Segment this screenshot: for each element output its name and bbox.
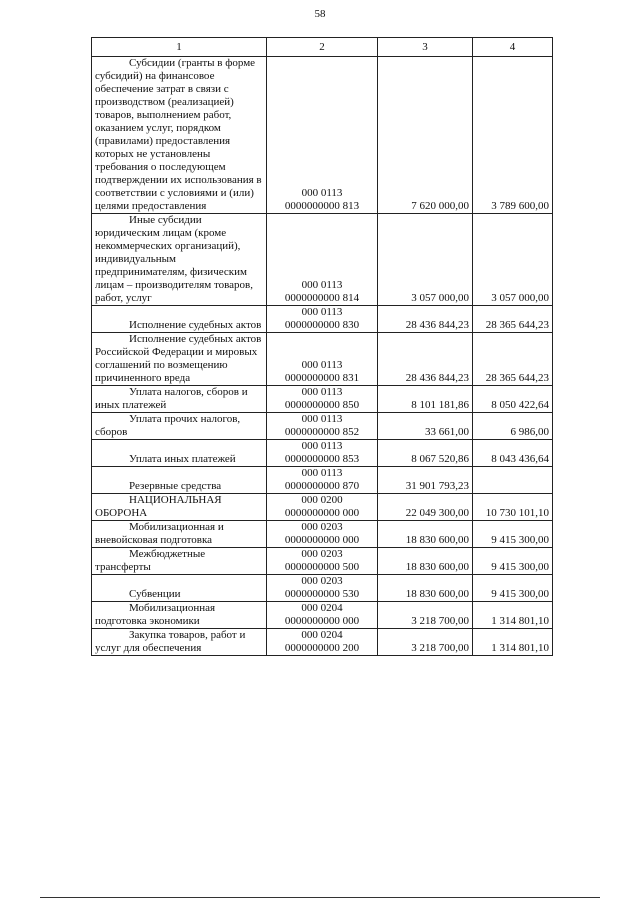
- row-code-cell: [267, 494, 378, 521]
- row-sum-plan: 8 101 181,86: [378, 386, 473, 413]
- row-code-item: 0000000000 000: [284, 615, 360, 627]
- table-row: [92, 521, 553, 548]
- row-name: НАЦИОНАЛЬНАЯ ОБОРОНА: [95, 494, 222, 519]
- row-name-cell: [92, 306, 267, 333]
- row-name-cell: [92, 467, 267, 494]
- table-row: [92, 602, 553, 629]
- row-sum-plan: 3 218 700,00: [378, 602, 473, 629]
- table-row: [92, 548, 553, 575]
- row-code-item: 0000000000 200: [284, 642, 360, 654]
- row-name: Уплата иных платежей: [129, 453, 236, 465]
- row-code-cell: [267, 306, 378, 333]
- row-name-cell: [92, 413, 267, 440]
- row-sum-fact: 3 057 000,00: [473, 214, 553, 306]
- row-code-section: 000 0113: [301, 359, 343, 371]
- row-code-item: 0000000000 870: [284, 480, 360, 492]
- column-header-4: 4: [473, 38, 553, 57]
- row-sum-fact: 28 365 644,23: [473, 333, 553, 386]
- row-sum-plan: 18 830 600,00: [378, 575, 473, 602]
- row-name-cell: [92, 575, 267, 602]
- page-bottom-rule: [40, 897, 600, 898]
- row-sum-plan: 7 620 000,00: [378, 57, 473, 214]
- row-sum-plan: 22 049 300,00: [378, 494, 473, 521]
- row-code-cell: [267, 440, 378, 467]
- row-sum-fact: 1 314 801,10: [473, 629, 553, 656]
- row-code-cell: [267, 521, 378, 548]
- row-sum-fact: 9 415 300,00: [473, 548, 553, 575]
- row-sum-plan: 8 067 520,86: [378, 440, 473, 467]
- row-name-cell: [92, 440, 267, 467]
- column-header-3: 3: [378, 38, 473, 57]
- row-code-item: 0000000000 853: [284, 453, 360, 465]
- row-sum-fact: 9 415 300,00: [473, 575, 553, 602]
- row-name-cell: [92, 386, 267, 413]
- table-row: [92, 440, 553, 467]
- row-code-section: 000 0200: [301, 494, 343, 506]
- row-sum-plan: 33 661,00: [378, 413, 473, 440]
- row-code-cell: [267, 575, 378, 602]
- table-row: [92, 413, 553, 440]
- table-row: [92, 494, 553, 521]
- table-row: [92, 333, 553, 386]
- row-name-cell: [92, 57, 267, 214]
- row-code-cell: [267, 413, 378, 440]
- row-name-cell: [92, 548, 267, 575]
- row-name: Уплата прочих налогов, сборов: [95, 413, 241, 438]
- column-header-1: 1: [92, 38, 267, 57]
- row-sum-fact: 1 314 801,10: [473, 602, 553, 629]
- row-code-item: 0000000000 000: [284, 534, 360, 546]
- column-header-2: 2: [267, 38, 378, 57]
- row-code-item: 0000000000 813: [284, 200, 360, 212]
- budget-table: [91, 37, 553, 656]
- table-row: [92, 57, 553, 214]
- row-name: Субсидии (гранты в форме субсидий) на финансовое обеспечение затрат в связи с производством (реализацией) товаров, выполнением работ, оказанием услуг, порядком (правилами) предоставления которых не установлены требования о последующем подтверждении их использования в соответствии с условиями и (или) целями предоставления: [95, 57, 262, 212]
- row-code-section: 000 0113: [301, 413, 343, 425]
- row-code-section: 000 0113: [301, 279, 343, 291]
- row-name-cell: [92, 494, 267, 521]
- row-code-section: 000 0204: [301, 629, 343, 641]
- row-name: Мобилизационная и вневойсковая подготовка: [95, 521, 224, 546]
- row-code-section: 000 0113: [301, 440, 343, 452]
- row-code-cell: [267, 629, 378, 656]
- row-name: Закупка товаров, работ и услуг для обеспечения: [95, 629, 246, 654]
- row-sum-plan: 3 057 000,00: [378, 214, 473, 306]
- table-header-row: [92, 38, 553, 57]
- row-code-cell: [267, 602, 378, 629]
- row-code-item: 0000000000 000: [284, 507, 360, 519]
- row-code-section: 000 0203: [301, 548, 343, 560]
- row-code-cell: [267, 548, 378, 575]
- row-sum-fact: 8 050 422,64: [473, 386, 553, 413]
- row-name: Межбюджетные трансферты: [95, 548, 206, 573]
- row-sum-plan: 28 436 844,23: [378, 306, 473, 333]
- row-code-item: 0000000000 852: [284, 426, 360, 438]
- row-sum-plan: 3 218 700,00: [378, 629, 473, 656]
- row-code-item: 0000000000 500: [284, 561, 360, 573]
- row-name-cell: [92, 629, 267, 656]
- table-row: [92, 306, 553, 333]
- row-name-cell: [92, 333, 267, 386]
- row-name: Субвенции: [129, 588, 181, 600]
- row-sum-fact: 3 789 600,00: [473, 57, 553, 214]
- row-name: Резервные средства: [129, 480, 222, 492]
- row-name-cell: [92, 521, 267, 548]
- table-body: [92, 57, 553, 656]
- row-code-section: 000 0113: [301, 306, 343, 318]
- table-row: [92, 214, 553, 306]
- row-sum-plan: 18 830 600,00: [378, 548, 473, 575]
- row-code-cell: [267, 57, 378, 214]
- page-number: 58: [314, 8, 326, 20]
- row-sum-fact: 9 415 300,00: [473, 521, 553, 548]
- row-code-item: 0000000000 814: [284, 292, 360, 304]
- row-code-item: 0000000000 850: [284, 399, 360, 411]
- row-sum-plan: 31 901 793,23: [378, 467, 473, 494]
- row-code-section: 000 0203: [301, 521, 343, 533]
- row-sum-fact: 6 986,00: [473, 413, 553, 440]
- row-sum-fact: [473, 467, 553, 494]
- row-name: Исполнение судебных актов: [129, 319, 262, 331]
- row-sum-fact: 8 043 436,64: [473, 440, 553, 467]
- row-code-item: 0000000000 530: [284, 588, 360, 600]
- row-code-section: 000 0113: [301, 386, 343, 398]
- row-sum-fact: 28 365 644,23: [473, 306, 553, 333]
- table-row: [92, 575, 553, 602]
- row-code-section: 000 0113: [301, 187, 343, 199]
- row-sum-plan: 18 830 600,00: [378, 521, 473, 548]
- row-name: Исполнение судебных актов Российской Федерации и мировых соглашений по возмещению причиненного вреда: [95, 333, 262, 384]
- row-code-cell: [267, 333, 378, 386]
- row-name: Мобилизационная подготовка экономики: [95, 602, 216, 627]
- row-code-cell: [267, 386, 378, 413]
- row-sum-fact: 10 730 101,10: [473, 494, 553, 521]
- table-row: [92, 386, 553, 413]
- row-name: Уплата налогов, сборов и иных платежей: [95, 386, 248, 411]
- table-row: [92, 467, 553, 494]
- table-row: [92, 629, 553, 656]
- row-code-cell: [267, 214, 378, 306]
- row-code-cell: [267, 467, 378, 494]
- row-code-section: 000 0203: [301, 575, 343, 587]
- row-code-section: 000 0113: [301, 467, 343, 479]
- row-code-item: 0000000000 831: [284, 372, 360, 384]
- row-name-cell: [92, 214, 267, 306]
- row-sum-plan: 28 436 844,23: [378, 333, 473, 386]
- row-code-item: 0000000000 830: [284, 319, 360, 331]
- row-name: Иные субсидии юридическим лицам (кроме некоммерческих организаций), индивидуальным предпринимателям, физическим лицам – производителям товаров, работ, услуг: [95, 214, 253, 304]
- row-code-section: 000 0204: [301, 602, 343, 614]
- row-name-cell: [92, 602, 267, 629]
